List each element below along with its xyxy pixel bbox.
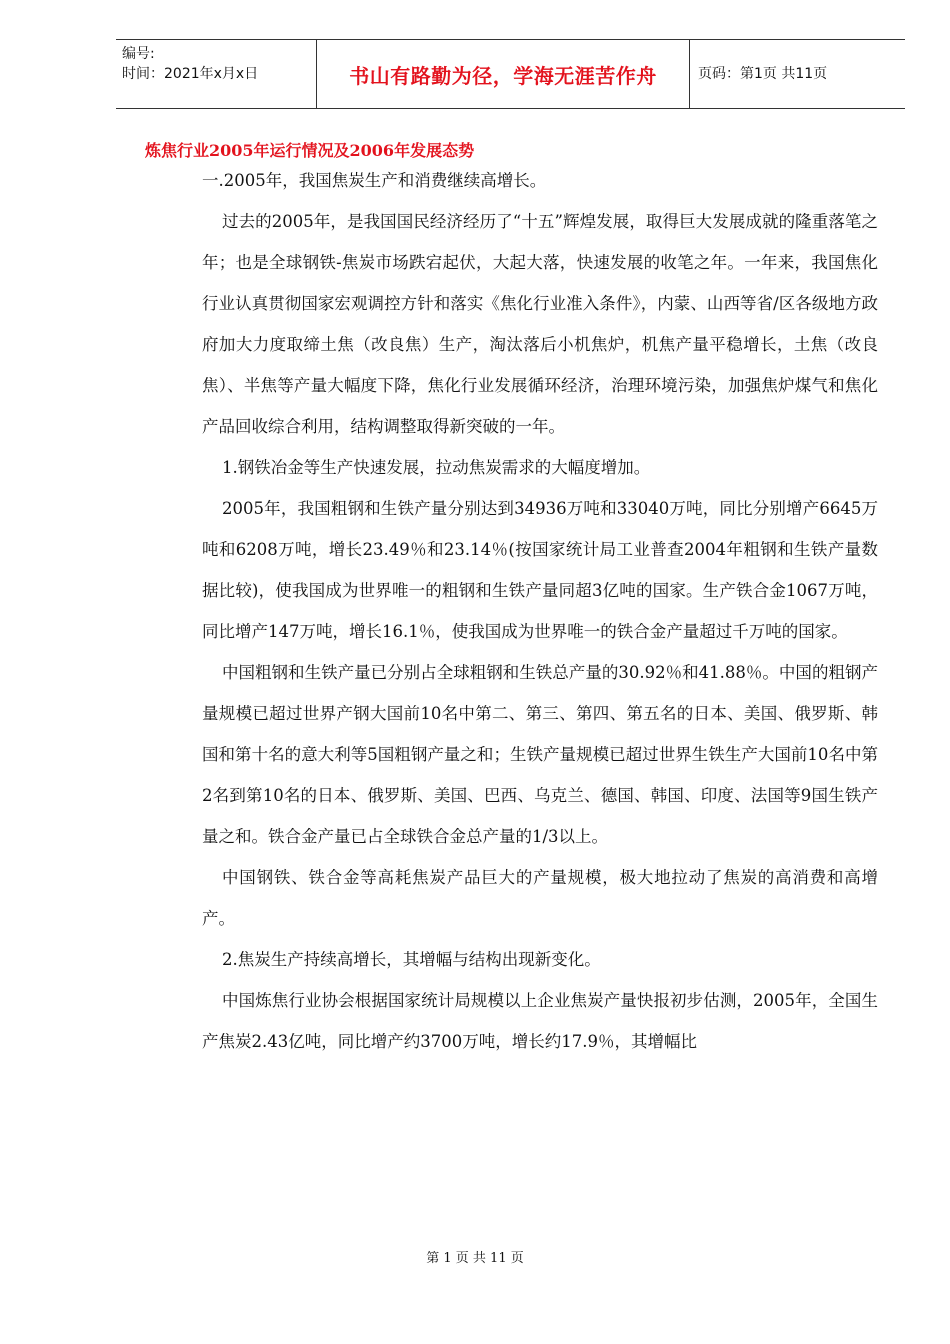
paragraph: 过去的2005年，是我国国民经济经历了“十五”辉煌发展，取得巨大发展成就的隆重落笔之年；也是全球钢铁-焦炭市场跌宕起伏，大起大落，快速发展的收笔之年。一年来，我国焦化行业认真贯彻国家宏观调控方针和落实《焦化行业准入条件》，内蒙、山西等省/区各级地方政府加大力度取缔土焦（改良焦）生产，淘汰落后小机焦炉，机焦产量平稳增长，土焦（改良焦）、半焦等产量大幅度下降，焦化行业发展循环经济，治理环境污染，加强焦炉煤气和焦化产品回收综合利用，结构调整取得新突破的一年。 <box>202 212 878 436</box>
document-body <box>202 160 878 1062</box>
document-title: 炼焦行业2005年运行情况及2006年发展态势 <box>145 141 475 160</box>
subheading: 1.钢铁冶金等生产快速发展，拉动焦炭需求的大幅度增加。 <box>222 458 651 477</box>
header-table <box>116 39 905 109</box>
header-page-cell <box>690 40 905 108</box>
header-motto-cell <box>316 40 690 108</box>
header-meta-cell <box>116 40 316 108</box>
page-info: 页码：第1页 共11页 <box>698 66 828 82</box>
section-heading: 一.2005年，我国焦炭生产和消费继续高增长。 <box>202 171 547 190</box>
serial-label: 编号: <box>122 46 155 62</box>
paragraph: 2005年，我国粗钢和生铁产量分别达到34936万吨和33040万吨，同比分别增产6645万吨和6208万吨，增长23.49％和23.14％(按国家统计局工业普查2004年粗钢和生铁产量数据比较)，使我国成为世界唯一的粗钢和生铁产量同超3亿吨的国家。生产铁合金1067万吨，同比增产147万吨，增长16.1％，使我国成为世界唯一的铁合金产量超过千万吨的国家。 <box>202 499 878 641</box>
subheading: 2.焦炭生产持续高增长，其增幅与结构出现新变化。 <box>222 950 601 969</box>
time-label: 时间：2021年x月x日 <box>122 66 259 82</box>
motto: 书山有路勤为径，学海无涯苦作舟 <box>349 63 657 88</box>
paragraph: 中国粗钢和生铁产量已分别占全球粗钢和生铁总产量的30.92％和41.88％。中国的粗钢产量规模已超过世界产钢大国前10名中第二、第三、第四、第五名的日本、美国、俄罗斯、韩国和第十名的意大利等5国粗钢产量之和；生铁产量规模已超过世界生铁生产大国前10名中第2名到第10名的日本、俄罗斯、美国、巴西、乌克兰、德国、韩国、印度、法国等9国生铁产量之和。铁合金产量已占全球铁合金总产量的1/3以上。 <box>202 663 878 846</box>
page-footer: 第 1 页 共 11 页 <box>426 1251 524 1266</box>
paragraph: 中国钢铁、铁合金等高耗焦炭产品巨大的产量规模，极大地拉动了焦炭的高消费和高增产。 <box>202 868 878 928</box>
paragraph: 中国炼焦行业协会根据国家统计局规模以上企业焦炭产量快报初步估测，2005年，全国生产焦炭2.43亿吨，同比增产约3700万吨，增长约17.9％，其增幅比 <box>202 991 878 1051</box>
